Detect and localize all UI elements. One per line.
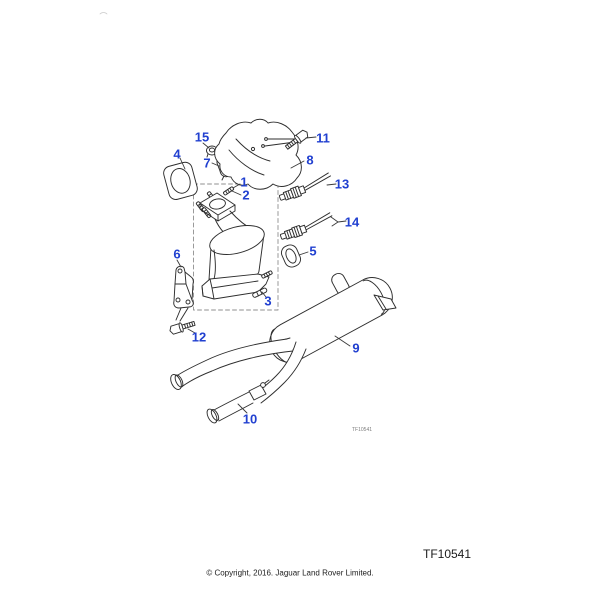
callout-9[interactable]: 9 xyxy=(352,340,360,356)
callout-8[interactable]: 8 xyxy=(306,152,314,168)
drawing-ref-watermark: TF10541 xyxy=(351,427,373,433)
front-pipe-assembly xyxy=(169,339,306,403)
flange-gasket-part4 xyxy=(162,161,199,201)
mounting-bracket-part6 xyxy=(174,266,194,321)
callout-2[interactable]: 2 xyxy=(242,187,250,203)
callout-10[interactable]: 10 xyxy=(242,411,258,427)
callout-3[interactable]: 3 xyxy=(264,293,272,309)
callout-12[interactable]: 12 xyxy=(191,329,207,345)
heat-shield-part8 xyxy=(215,119,302,189)
callout-1[interactable]: 1 xyxy=(240,174,248,190)
catalytic-converter-assembly xyxy=(196,186,273,299)
print-smudge xyxy=(100,13,107,15)
gasket-part5 xyxy=(279,243,303,270)
copyright-text: © Copyright, 2016. Jaguar Land Rover Limited. xyxy=(206,568,374,578)
callout-6[interactable]: 6 xyxy=(173,246,181,262)
callout-7[interactable]: 7 xyxy=(203,155,211,171)
callout-4[interactable]: 4 xyxy=(173,146,181,162)
oxygen-sensor-part14 xyxy=(279,212,335,241)
callout-5[interactable]: 5 xyxy=(309,243,317,259)
callout-11[interactable]: 11 xyxy=(316,130,330,146)
callout-15[interactable]: 15 xyxy=(194,129,210,145)
callout-13[interactable]: 13 xyxy=(334,176,350,192)
drawing-ref: TF10541 xyxy=(422,547,472,561)
callout-14[interactable]: 14 xyxy=(344,214,360,230)
